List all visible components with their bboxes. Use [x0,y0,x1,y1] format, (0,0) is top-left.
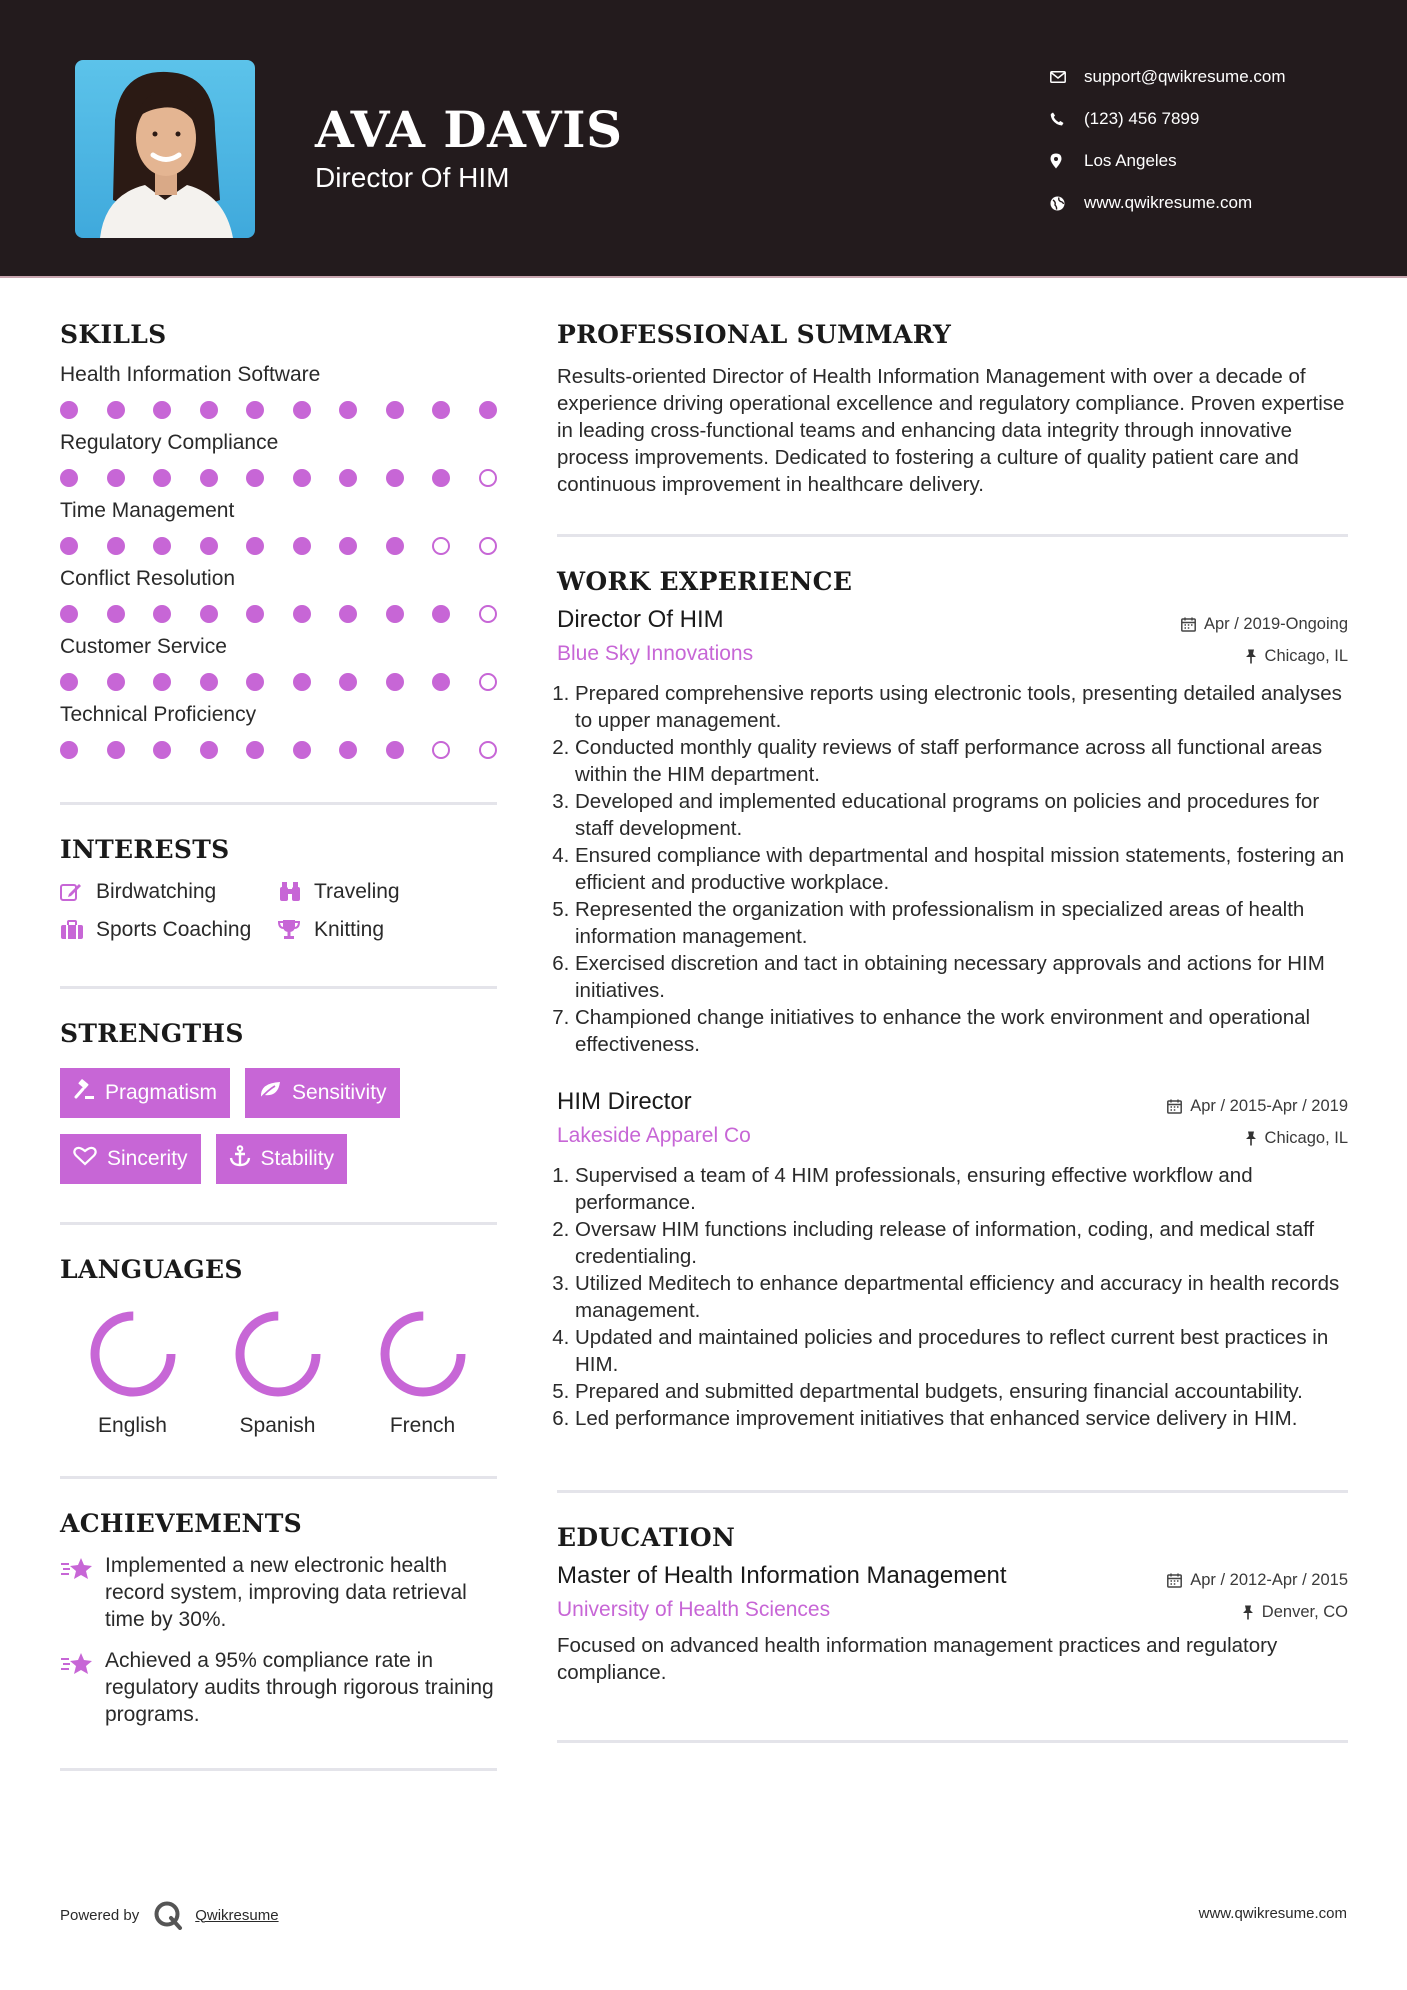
interest-item [60,880,278,904]
pushpin-icon [1242,1605,1254,1620]
skill-rating-dot [432,537,450,555]
section-divider [60,1768,497,1771]
skill-rating-dot [432,401,450,419]
skill-rating [60,469,497,487]
skill-rating-dot [386,401,404,419]
skill-rating-dot [107,673,125,691]
skills-title: SKILLS [60,320,167,349]
job-entry [557,1088,1348,1432]
skill-rating-dot [246,537,264,555]
skill-rating-dot [386,741,404,759]
education-description: Focused on advanced health information management practices and regulatory compliance. [557,1634,1278,1684]
gavel-icon [73,1079,95,1107]
interest-label: Traveling [314,880,400,903]
pushpin-icon [1245,1131,1257,1146]
strength-label: Pragmatism [105,1081,218,1104]
achievement-text: Achieved a 95% compliance rate in regulatory audits through rigorous training programs. [105,1649,494,1726]
education-date-text: Apr / 2012-Apr / 2015 [1190,1571,1348,1589]
achievement-item [60,1647,497,1728]
summary-title: PROFESSIONAL SUMMARY [557,320,952,349]
anchor-icon [229,1145,251,1173]
strength-label: Sincerity [107,1147,188,1170]
skill-rating-dot [339,537,357,555]
company-name: Lakeside Apparel Co [557,1124,751,1147]
summary-text: Results-oriented Director of Health Information Management with over a decade of experience driving operational excellence and regulatory compliance. Proven expertise in leading cross-functional teams and enhancing data integrity through innovative process improvements. Dedicated to fostering a culture of quality patient care and continuous improvement in healthcare delivery. [557,365,1345,496]
skill-rating-dot [432,469,450,487]
skill-rating-dot [293,401,311,419]
language-name: French [389,1414,456,1437]
briefcase-icon [60,920,96,940]
shooting-star-icon [60,1552,105,1633]
job-duty: 5. Represented the organization with professionalism in specialized areas of health information management. [575,896,1348,950]
education-location [1242,1603,1348,1622]
education-title: EDUCATION [557,1523,736,1552]
binoculars-icon [278,881,314,903]
skill-rating-dot [200,469,218,487]
left-column [60,320,497,1771]
language-level-arc [385,1316,461,1392]
contact-website-text: www.qwikresume.com [1084,193,1253,212]
footer-url[interactable]: www.qwikresume.com [1198,1905,1347,1922]
skill-rating-dot [479,741,497,759]
skill-rating-dot [293,673,311,691]
skill-rating-dot [153,741,171,759]
job-duty: 6. Exercised discretion and tact in obtaining necessary approvals and actions for HIM initiatives. [575,950,1348,1004]
section-divider [60,1476,497,1479]
skill-rating-dot [246,469,264,487]
contact-phone[interactable] [1050,98,1286,140]
skill-rating [60,605,497,623]
skill-rating-dot [153,469,171,487]
skill-rating-dot [339,673,357,691]
education-entry [557,1562,1348,1686]
skill-name: Customer Service [60,635,227,658]
contact-website[interactable] [1050,182,1286,224]
contact-location-text: Los Angeles [1084,151,1177,170]
job-duty: 5. Prepared and submitted departmental budgets, ensuring financial accountability. [575,1378,1348,1405]
powered-by-label: Powered by [60,1906,140,1924]
skill-rating-dot [432,605,450,623]
job-duty: 1. Supervised a team of 4 HIM professionals, ensuring effective workflow and performance. [575,1162,1348,1216]
skill-rating-dot [107,469,125,487]
skill-rating-dot [200,673,218,691]
calendar-icon [1167,1099,1182,1114]
job-duty: 3. Developed and implemented educational programs on policies and procedures for staff development. [575,788,1348,842]
contact-list [1050,56,1286,224]
interest-label: Birdwatching [96,880,217,903]
job-duty: 6. Led performance improvement initiatives that enhanced service delivery in HIM. [575,1405,1348,1432]
skill-rating-dot [339,469,357,487]
education-location-text: Denver, CO [1261,1603,1348,1621]
language-item [350,1308,495,1438]
skill-rating [60,401,497,419]
job-date-text: Apr / 2015-Apr / 2019 [1190,1097,1348,1115]
strength-tag [60,1068,230,1118]
skill-rating-dot [479,605,497,623]
skill-rating-dot [293,605,311,623]
skill-rating-dot [246,605,264,623]
interests-list [60,880,497,942]
job-location [1245,647,1348,666]
skill-rating-dot [153,673,171,691]
skill-rating-dot [153,401,171,419]
strengths-title: STRENGTHS [60,1019,244,1048]
job-location [1245,1129,1348,1148]
skill-rating-dot [200,605,218,623]
skill-rating-dot [479,401,497,419]
job-duties [557,680,1348,1058]
skill-name: Health Information Software [60,363,321,386]
job-entry [557,606,1348,1058]
contact-location [1050,140,1286,182]
language-item [60,1308,205,1438]
skill-rating-dot [107,401,125,419]
skill-name: Conflict Resolution [60,567,236,590]
skill-rating-dot [200,401,218,419]
skill-rating-dot [60,605,78,623]
skill-rating-dot [107,537,125,555]
heart-icon [73,1146,97,1172]
contact-email-text: support@qwikresume.com [1084,67,1286,86]
skill-rating-dot [60,741,78,759]
job-duty: 4. Ensured compliance with departmental and hospital mission statements, fostering an efficient and productive workplace. [575,842,1348,896]
language-level-arc [95,1316,171,1392]
qwikresume-link[interactable]: Qwikresume [195,1906,279,1924]
skill-rating-dot [60,401,78,419]
interest-item [60,918,278,942]
skill-rating-dot [153,605,171,623]
skill-rating-dot [339,605,357,623]
school-name: University of Health Sciences [557,1598,831,1621]
language-level-arc [240,1316,316,1392]
skill-rating-dot [293,741,311,759]
company-name: Blue Sky Innovations [557,642,754,665]
experience-title: WORK EXPERIENCE [557,567,853,596]
section-divider [60,1222,497,1225]
candidate-name: AVA DAVIS [315,100,623,159]
job-date [1167,1097,1348,1116]
candidate-role: Director Of HIM [315,162,510,193]
strength-tag [245,1068,400,1118]
skill-rating-dot [479,673,497,691]
skill-rating-dot [339,401,357,419]
skills-list [60,363,497,759]
skill-rating-dot [386,537,404,555]
job-duty: 3. Utilized Meditech to enhance departmental efficiency and accuracy in health records management. [575,1270,1348,1324]
header-divider [0,276,1407,278]
strength-tag [216,1134,348,1184]
skill-rating [60,741,497,759]
header-banner [0,0,1407,276]
skill-rating-dot [246,401,264,419]
skill-rating-dot [386,673,404,691]
skill-rating-dot [60,673,78,691]
section-divider [557,1490,1348,1493]
achievement-item [60,1552,497,1633]
interest-label: Knitting [314,918,385,941]
strengths-list [60,1068,497,1184]
map-pin-icon [1050,153,1084,169]
job-duty: 7. Championed change initiatives to enhance the work environment and operational effectiveness. [575,1004,1348,1058]
job-duty: 2. Oversaw HIM functions including release of information, coding, and medical staff credentialing. [575,1216,1348,1270]
contact-email[interactable] [1050,56,1286,98]
job-location-text: Chicago, IL [1264,1129,1348,1147]
interest-item [278,880,478,904]
language-name: English [98,1414,167,1437]
strength-label: Stability [260,1147,335,1170]
interest-label: Sports Coaching [96,918,252,941]
interests-title: INTERESTS [60,835,230,864]
skill-rating-dot [386,605,404,623]
skill-rating-dot [60,469,78,487]
skill-rating-dot [60,537,78,555]
envelope-icon [1050,71,1084,83]
skill-rating-dot [153,537,171,555]
skill-rating-dot [432,741,450,759]
skill-name: Technical Proficiency [60,703,257,726]
skill-rating-dot [479,469,497,487]
language-item [205,1308,350,1438]
right-column [557,320,1348,1743]
trophy-icon [278,919,314,941]
skill-rating-dot [107,605,125,623]
job-date [1181,615,1348,634]
education-date [1167,1571,1348,1590]
degree-name: Master of Health Information Management [557,1562,1007,1589]
section-divider [60,986,497,989]
section-divider [557,534,1348,537]
skill-rating-dot [246,673,264,691]
contact-phone-text: (123) 456 7899 [1084,109,1200,128]
job-duties [557,1162,1348,1432]
skill-rating-dot [107,741,125,759]
language-level-ring [232,1308,324,1400]
skill-rating-dot [479,537,497,555]
languages-list [60,1308,497,1438]
skill-rating-dot [293,537,311,555]
skill-rating-dot [200,741,218,759]
job-location-text: Chicago, IL [1264,647,1348,665]
skill-rating-dot [339,741,357,759]
skill-rating-dot [432,673,450,691]
skill-rating-dot [386,469,404,487]
languages-title: LANGUAGES [60,1255,243,1284]
job-title: HIM Director [557,1088,692,1115]
pushpin-icon [1245,649,1257,664]
calendar-icon [1167,1573,1182,1588]
job-title: Director Of HIM [557,606,724,633]
phone-icon [1050,112,1084,126]
language-name: Spanish [239,1414,316,1437]
job-duty: 4. Updated and maintained policies and procedures to reflect current best practices in HIM. [575,1324,1348,1378]
achievements-title: ACHIEVEMENTS [60,1509,302,1538]
skill-rating-dot [246,741,264,759]
section-divider [557,1740,1348,1743]
skill-rating [60,673,497,691]
job-date-text: Apr / 2019-Ongoing [1203,615,1348,633]
language-level-ring [377,1308,469,1400]
job-duty: 2. Conducted monthly quality reviews of staff performance across all functional areas within the HIM department. [575,734,1348,788]
achievement-text: Implemented a new electronic health record system, improving data retrieval time by 30%. [105,1554,467,1631]
pencil-square-icon [60,882,96,902]
calendar-icon [1181,617,1196,632]
globe-icon [1050,196,1084,211]
skill-rating-dot [293,469,311,487]
shooting-star-icon [60,1647,105,1728]
strength-tag [60,1134,201,1184]
skill-name: Time Management [60,499,235,522]
interest-item [278,918,478,942]
qwikresume-logo-icon [153,1900,183,1930]
skill-rating-dot [200,537,218,555]
leaf-icon [258,1080,282,1106]
profile-photo [75,60,255,238]
skill-rating [60,537,497,555]
language-level-ring [87,1308,179,1400]
skill-name: Regulatory Compliance [60,431,279,454]
footer-powered-by [60,1900,279,1930]
strength-label: Sensitivity [292,1081,387,1104]
job-duty: 1. Prepared comprehensive reports using electronic tools, presenting detailed analyses to upper management. [575,680,1348,734]
section-divider [60,802,497,805]
